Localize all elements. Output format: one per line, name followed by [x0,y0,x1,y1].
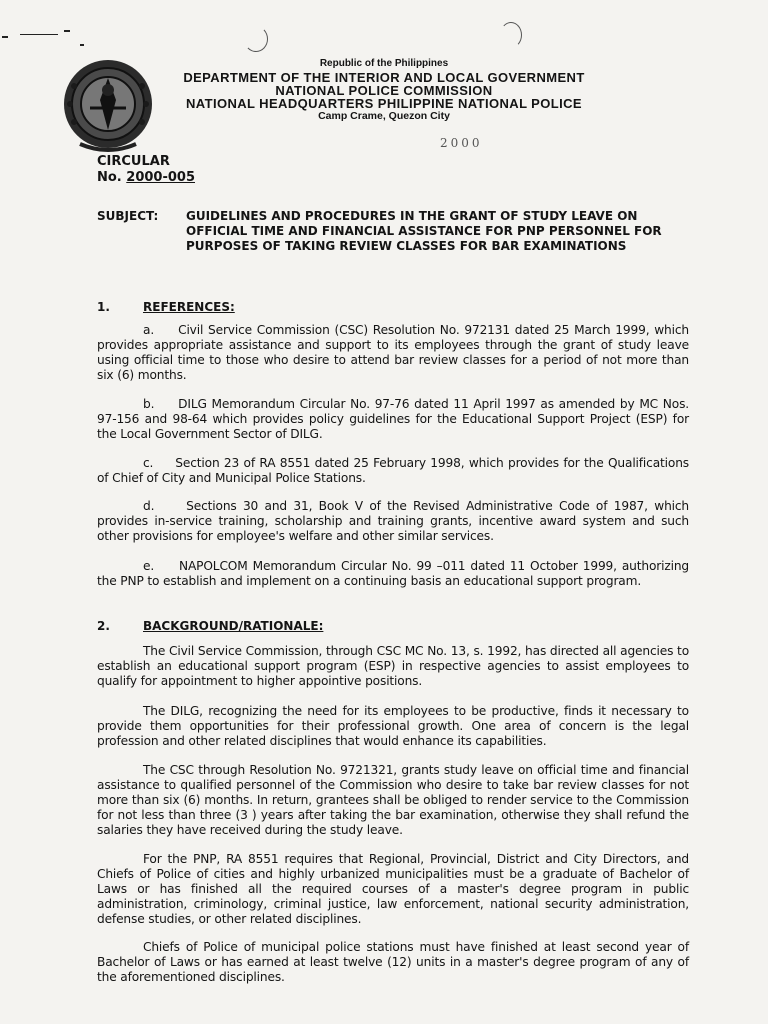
rationale-text: The DILG, recognizing the need for its employees to be productive, finds it necessary to provide them opportunities for their professional growth. One area of concern is the legal profession and other related disciplines that would enhance its capabilities. [97,704,689,748]
reference-text: NAPOLCOM Memorandum Circular No. 99 –011 dated 11 October 1999, authorizing the PNP to establish and implement on a continuing basis an educational support program. [97,559,690,588]
date-stamp: 2000 [440,136,483,150]
reference-letter: a. [143,323,155,337]
scan-mark [244,26,268,52]
scan-mark [64,30,70,32]
reference-letter: b. [143,397,155,411]
rationale-text: Chiefs of Police of municipal police stations must have finished at least second year of Bachelor of Laws or has earned at least twelve (12) units in a master's degree program of any of the aforementioned disciplines. [97,940,689,984]
rationale-paragraph [97,763,689,838]
section-1-number: 1. [97,300,110,314]
reference-item-c [97,456,689,486]
reference-letter: e. [143,559,155,573]
rationale-paragraph [97,644,689,689]
rationale-paragraph [97,852,689,927]
reference-text: Sections 30 and 31, Book V of the Revised Administrative Code of 1987, which provides in-service training, scholarship and training grants, incentive award system and such other provisions for employee's welfare and other similar services. [97,499,690,543]
subject-label: SUBJECT: [97,209,159,223]
rationale-paragraph [97,940,689,985]
reference-letter: d. [143,499,155,513]
rationale-paragraph [97,704,689,749]
circular-number: 2000-005 [126,170,195,185]
reference-text: DILG Memorandum Circular No. 97-76 dated 11 April 1997 as amended by MC Nos. 97-156 and 98-64 which provides policy guidelines for the Educational Support Project (ESP) for the Local Government Sector of DILG. [97,397,689,441]
rationale-text: The CSC through Resolution No. 9721321, grants study leave on official time and financial assistance to qualified personnel of the Commission who desire to take bar review classes for not more than six (6) months. In return, grantees shall be obliged to render service to the Commission for not less than three (3 ) years after taking the bar examination, otherwise they shall refund the salaries they have received during the study leave. [97,763,689,837]
reference-item-b [97,397,689,442]
scan-mark [80,44,84,46]
subject-text: GUIDELINES AND PROCEDURES IN THE GRANT OF STUDY LEAVE ON OFFICIAL TIME AND FINANCIAL ASSISTANCE FOR PNP PERSONNEL FOR PURPOSES OF TAKING REVIEW CLASSES FOR BAR EXAMINATIONS [186,209,662,253]
reference-text: Section 23 of RA 8551 dated 25 February 1998, which provides for the Qualifications of Chief of City and Municipal Police Stations. [97,456,689,485]
reference-item-e [97,559,689,589]
headquarters-line: NATIONAL HEADQUARTERS PHILIPPINE NATIONAL POLICE [186,96,582,111]
rationale-text: For the PNP, RA 8551 requires that Regional, Provincial, District and City Directors, and Chiefs of Police of cities and highly urbanized municipalities must be a graduate of Bachelor of Laws or has finished all the required courses of a master's degree program in public administration, criminology, criminal justice, law enforcement, national security administration, defense studies, or other related disciplines. [97,852,689,926]
reference-item-a [97,323,689,383]
section-2-title: BACKGROUND/RATIONALE: [143,619,324,633]
republic-line: Republic of the Philippines [319,58,449,69]
commission-line: NATIONAL POLICE COMMISSION [275,83,493,98]
circular-block [97,154,195,186]
circular-no-label: No. [97,170,122,185]
reference-text: Civil Service Commission (CSC) Resolution No. 972131 dated 25 March 1999, which provides appropriate assistance and support to its employees through the grant of study leave using official time to those who desire to attend bar review classes for a period of not more than six (6) months. [97,323,689,382]
reference-letter: c. [143,456,154,470]
reference-item-d [97,499,689,544]
rationale-text: The Civil Service Commission, through CSC MC No. 13, s. 1992, has directed all agencies to establish an educational support program (ESP) in respective agencies to assist employees to qualify for appointment to higher appointive positions. [97,644,689,688]
department-line: DEPARTMENT OF THE INTERIOR AND LOCAL GOVERNMENT [183,70,585,85]
scan-mark [500,22,522,48]
scan-mark [2,36,8,38]
location-line: Camp Crame, Quezon City [318,110,450,122]
circular-label: CIRCULAR [97,154,170,169]
circular-number-line [97,170,195,186]
section-2-number: 2. [97,619,110,633]
section-1-title: REFERENCES: [143,300,235,314]
scan-mark [20,34,58,35]
